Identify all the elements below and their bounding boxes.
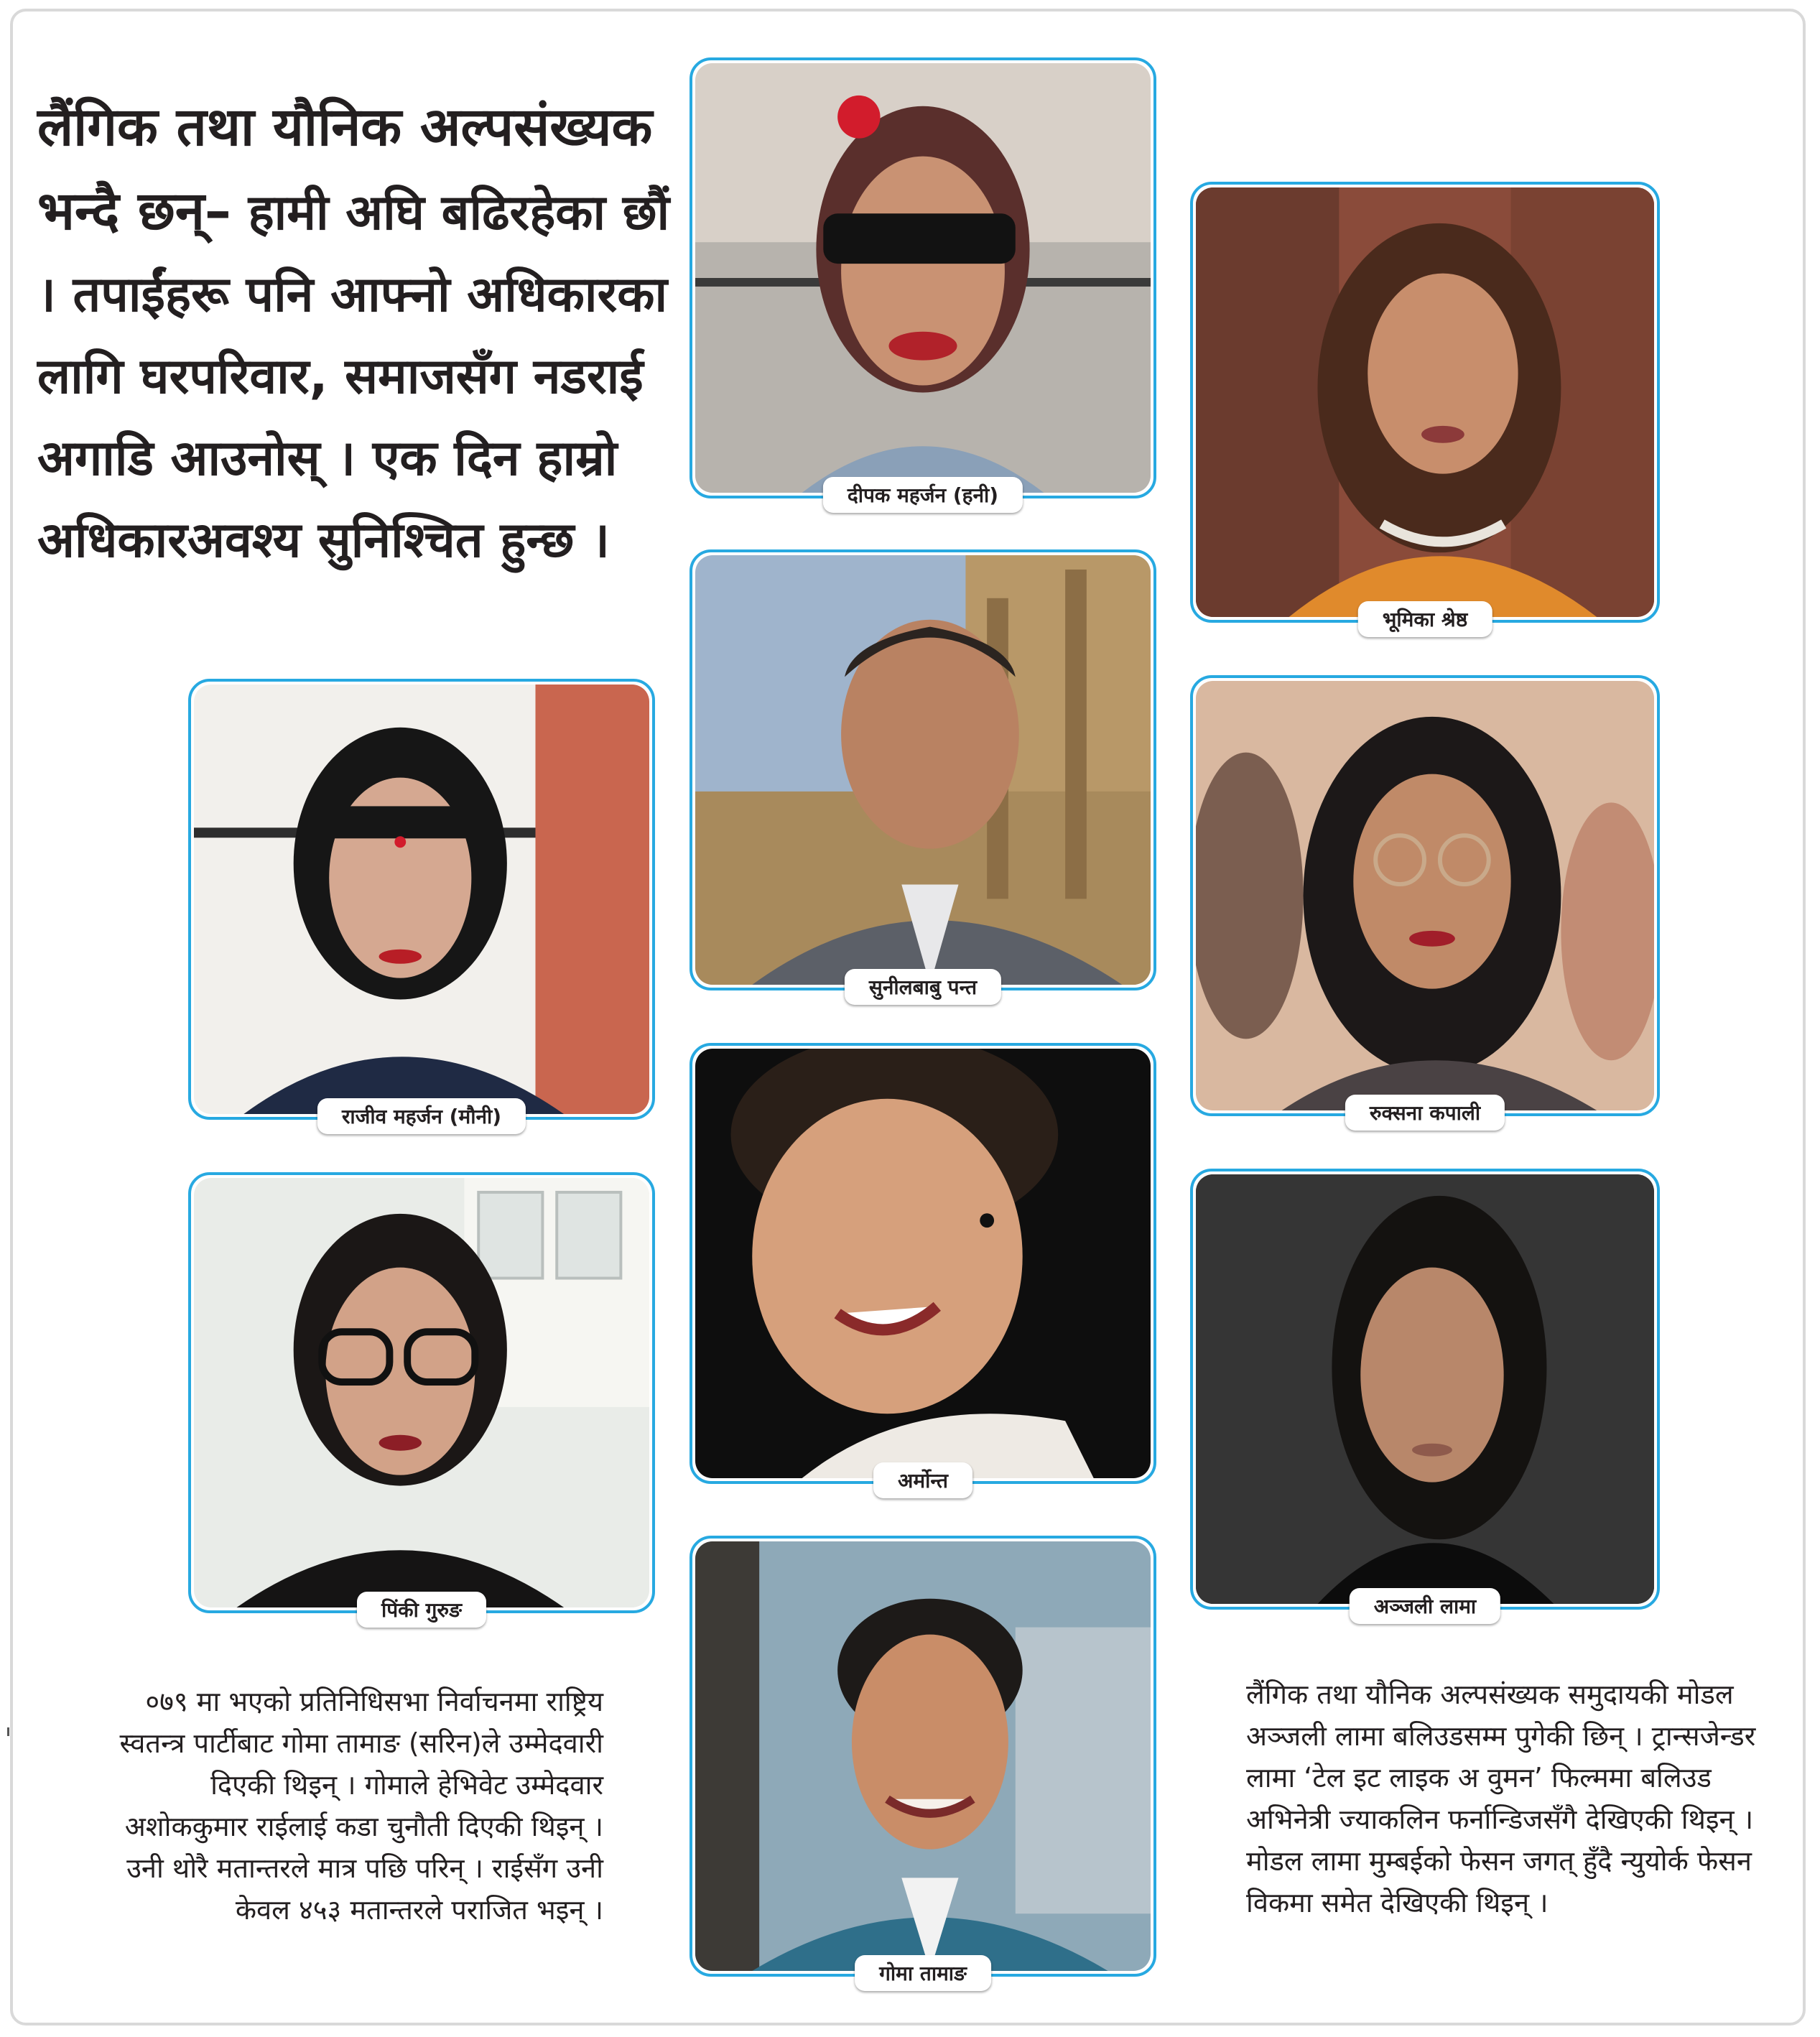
portrait-photo bbox=[1196, 681, 1654, 1110]
photo-caption: राजीव महर्जन (मौनी) bbox=[317, 1098, 526, 1134]
photo-caption: अर्मोन्त bbox=[873, 1462, 972, 1498]
headline-lead: लैंगिक तथा यौनिक अल्पसंख्यक भन्दै छन्– bbox=[37, 96, 653, 242]
margin-mark bbox=[7, 1727, 9, 1736]
photo-card-ruksana bbox=[1190, 675, 1660, 1125]
portrait-photo bbox=[695, 1541, 1151, 1971]
photo-card-bhumika bbox=[1190, 182, 1660, 631]
photo-caption: गोमा तामाङ bbox=[855, 1955, 991, 1991]
photo-card-armont bbox=[690, 1043, 1156, 1493]
photo-caption: सुनीलबाबु पन्त bbox=[845, 969, 1001, 1005]
photo-card-anjali bbox=[1190, 1169, 1660, 1618]
portrait-photo bbox=[695, 1049, 1151, 1478]
portrait-photo bbox=[1196, 187, 1654, 617]
photo-caption: अञ्जली लामा bbox=[1350, 1588, 1500, 1624]
left-paragraph: ०७९ मा भएको प्रतिनिधिसभा निर्वाचनमा राष्ट्रिय स्वतन्त्र पार्टीबाट गोमा तामाङ (सरिन)ले उम्मेदवारी दिएकी थिइन् । गोमाले हेभिवेट उम्मेदवार अशोककुमार राईलाई कडा चुनौती दिएकी थिइन् । उनी थोरै मतान्तरले मात्र पछि परिन् । राईसँग उनी केवल ४५३ मतान्तरले पराजित भइन् । bbox=[119, 1686, 603, 1926]
photo-caption: दीपक महर्जन (हनी) bbox=[823, 477, 1023, 513]
portrait-photo bbox=[194, 1178, 649, 1607]
portrait-photo bbox=[695, 555, 1151, 985]
photo-card-rajiv bbox=[188, 679, 655, 1128]
photo-card-deepak bbox=[690, 57, 1156, 507]
photo-card-sunil bbox=[690, 549, 1156, 999]
photo-caption: रुक्सना कपाली bbox=[1345, 1095, 1505, 1131]
headline-body: हामी अघि बढिरहेका छौं । तपाईंहरू पनि आफ्नो अधिकारका लागि घरपरिवार, समाजसँग नडराई अगाडि आउनोस् । एक दिन हाम्रो अधिकारअवश्य सुनिश्चित हुन्छ । bbox=[37, 185, 670, 569]
right-paragraph: लैंगिक तथा यौनिक अल्पसंख्यक समुदायकी मोडल अञ्जली लामा बलिउडसम्म पुगेकी छिन् । ट्रान्सजेन्डर लामा ‘टेल इट लाइक अ वुमन’ फिल्ममा बलिउड अभिनेत्री ज्याकलिन फर्नान्डिजसँगै देखिएकी थिइन् । मोडल लामा मुम्बईको फेसन जगत् हुँदै न्युयोर्क फेसन विकमा समेत देखिएकी थिइन् । bbox=[1246, 1679, 1756, 1918]
portrait-photo bbox=[1196, 1174, 1654, 1604]
photo-card-goma bbox=[690, 1536, 1156, 1985]
headline bbox=[37, 86, 698, 582]
portrait-photo bbox=[194, 685, 649, 1114]
photo-card-pinki bbox=[188, 1172, 655, 1622]
photo-caption: भूमिका श्रेष्ठ bbox=[1358, 601, 1492, 637]
portrait-photo bbox=[695, 63, 1151, 493]
photo-caption: पिंकी गुरुङ bbox=[357, 1592, 486, 1628]
